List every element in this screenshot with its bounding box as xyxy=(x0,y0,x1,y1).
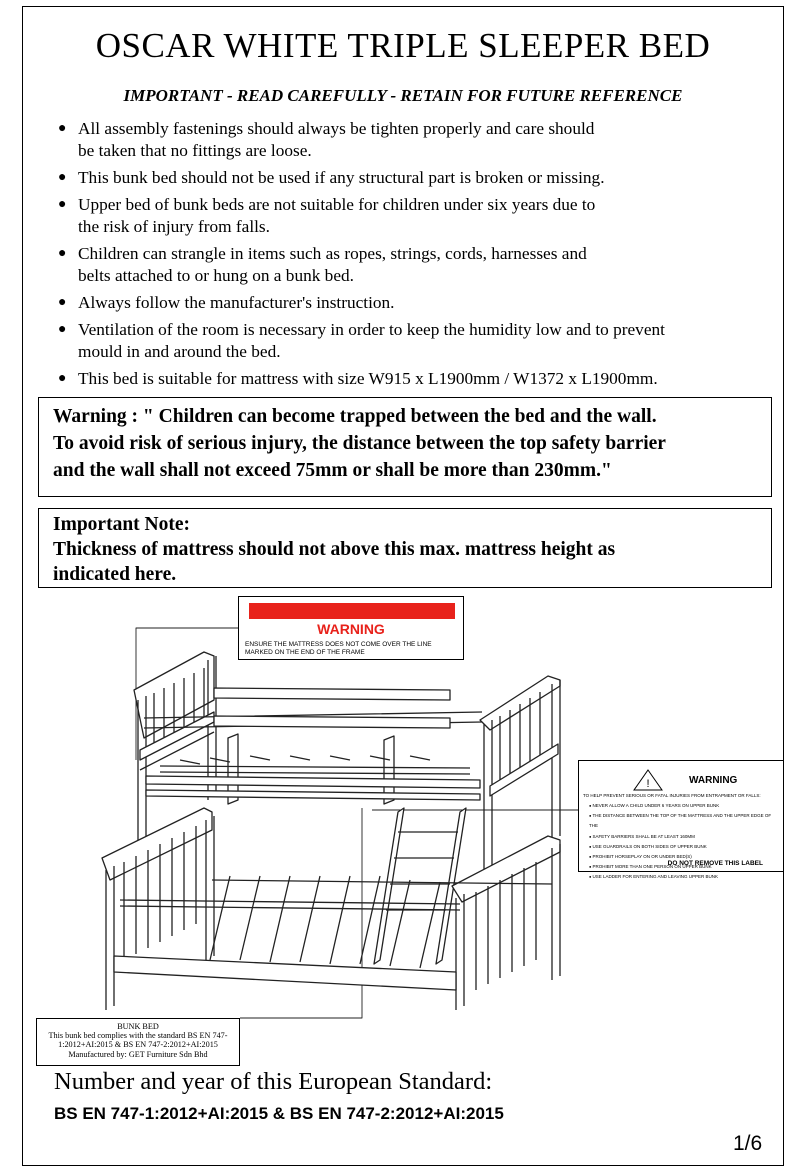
standard-caption: Number and year of this European Standard: xyxy=(54,1068,493,1095)
lower-base xyxy=(114,876,552,990)
wall-gap-warning-box xyxy=(38,397,772,497)
safety-label-item: ● USE GUARDRAILS ON BOTH SIDES OF UPPER BUNK xyxy=(589,842,779,852)
svg-text:!: ! xyxy=(646,778,650,790)
bullet-item: ● Ventilation of the room is necessary in order to keep the humidity low and to prevent mould in and around the bed. xyxy=(58,320,665,361)
bunk-bed-compliance-label xyxy=(36,1018,240,1066)
compliance-line: This bunk bed complies with the standard BS EN 747- xyxy=(48,1031,228,1041)
warning-line: To avoid risk of serious injury, the distance between the top safety barrier xyxy=(53,433,666,454)
compliance-line: 1:2012+AI:2015 & BS EN 747-2:2012+AI:2015 xyxy=(58,1040,218,1050)
bullet-icon: ● xyxy=(58,246,67,261)
safety-label-item: ● NEVER ALLOW A CHILD UNDER 6 YEARS ON UPPER BUNK xyxy=(589,801,779,811)
bullet-item: ● Always follow the manufacturer's instruction. xyxy=(58,293,395,312)
safety-label-footer: DO NOT REMOVE THIS LABEL xyxy=(667,860,763,867)
note-line: Thickness of mattress should not above this max. mattress height as xyxy=(53,539,616,560)
warning-line: and the wall shall not exceed 75mm or shall be more than 230mm." xyxy=(53,460,612,481)
lower-left-headboard xyxy=(102,808,214,1010)
page-subtitle: IMPORTANT - READ CAREFULLY - RETAIN FOR FUTURE REFERENCE xyxy=(123,86,683,105)
warning-label-text: ENSURE THE MATTRESS DOES NOT COME OVER THE LINE MARKED ON THE END OF THE FRAME xyxy=(245,641,432,656)
warning-label-title: WARNING xyxy=(317,621,385,637)
standard-code: BS EN 747-1:2012+AI:2015 & BS EN 747-2:2012+AI:2015 xyxy=(54,1104,504,1123)
compliance-line: Manufactured by: GET Furniture Sdn Bhd xyxy=(68,1049,208,1059)
warning-line: Warning : " Children can become trapped between the bed and the wall. xyxy=(53,406,657,427)
compliance-line: BUNK BED xyxy=(117,1022,159,1031)
note-line: indicated here. xyxy=(53,564,177,585)
bullet-item: ● Upper bed of bunk beds are not suitable for children under six years due to the risk of injury from falls. xyxy=(58,195,596,236)
bullet-icon: ● xyxy=(58,295,67,310)
warning-triangle-icon xyxy=(633,769,663,791)
bullet-item: ● This bunk bed should not be used if any structural part is broken or missing. xyxy=(58,168,605,187)
safety-label-title: WARNING xyxy=(689,775,738,786)
mattress-note-box xyxy=(38,508,772,588)
bullet-icon: ● xyxy=(58,197,67,212)
bullet-item: ● Children can strangle in items such as ropes, strings, cords, harnesses and belts attached to or hung on a bunk bed. xyxy=(58,244,587,285)
page-title: OSCAR WHITE TRIPLE SLEEPER BED xyxy=(95,26,711,65)
note-heading: Important Note: xyxy=(53,514,191,535)
safety-label-list xyxy=(589,801,779,883)
bullet-icon: ● xyxy=(58,121,67,136)
warning-red-bar xyxy=(249,603,455,619)
safety-label-item: ● THE DISTANCE BETWEEN THE TOP OF THE MATTRESS AND THE UPPER EDGE OF THE xyxy=(589,811,779,831)
safety-label-item: ● PROHIBIT MORE THAN ONE PERSON ON UPPER BUNK xyxy=(589,862,779,872)
bullet-icon: ● xyxy=(58,371,67,386)
safety-label-header xyxy=(579,767,783,789)
lower-right-headboard xyxy=(452,836,560,1010)
safety-label-item: ● PROHIBIT HORSEPLAY ON OR UNDER BED(S) xyxy=(589,852,779,862)
bullet-icon: ● xyxy=(58,170,67,185)
mattress-warning-label xyxy=(238,596,464,660)
bullet-item: ● This bed is suitable for mattress with size W915 x L1900mm / W1372 x L1900mm. xyxy=(58,369,658,388)
safety-label-item: ● USE LADDER FOR ENTERING AND LEAVING UPPER BUNK xyxy=(589,872,779,882)
safety-label-item: ● SAFETY BARRIERS SHALL BE AT LEAST 160MM xyxy=(589,832,779,842)
bullet-item: ● All assembly fastenings should always be tighten properly and care should be taken that no fittings are loose. xyxy=(58,119,595,160)
safety-label-intro: TO HELP PREVENT SERIOUS OR FATAL INJURIES FROM ENTRAPMENT OR FALLS: xyxy=(583,793,761,798)
page-number: 1/6 xyxy=(733,1132,763,1155)
bunk-safety-label xyxy=(578,760,784,880)
bullet-icon: ● xyxy=(58,322,67,337)
safety-bullet-list xyxy=(52,118,772,395)
